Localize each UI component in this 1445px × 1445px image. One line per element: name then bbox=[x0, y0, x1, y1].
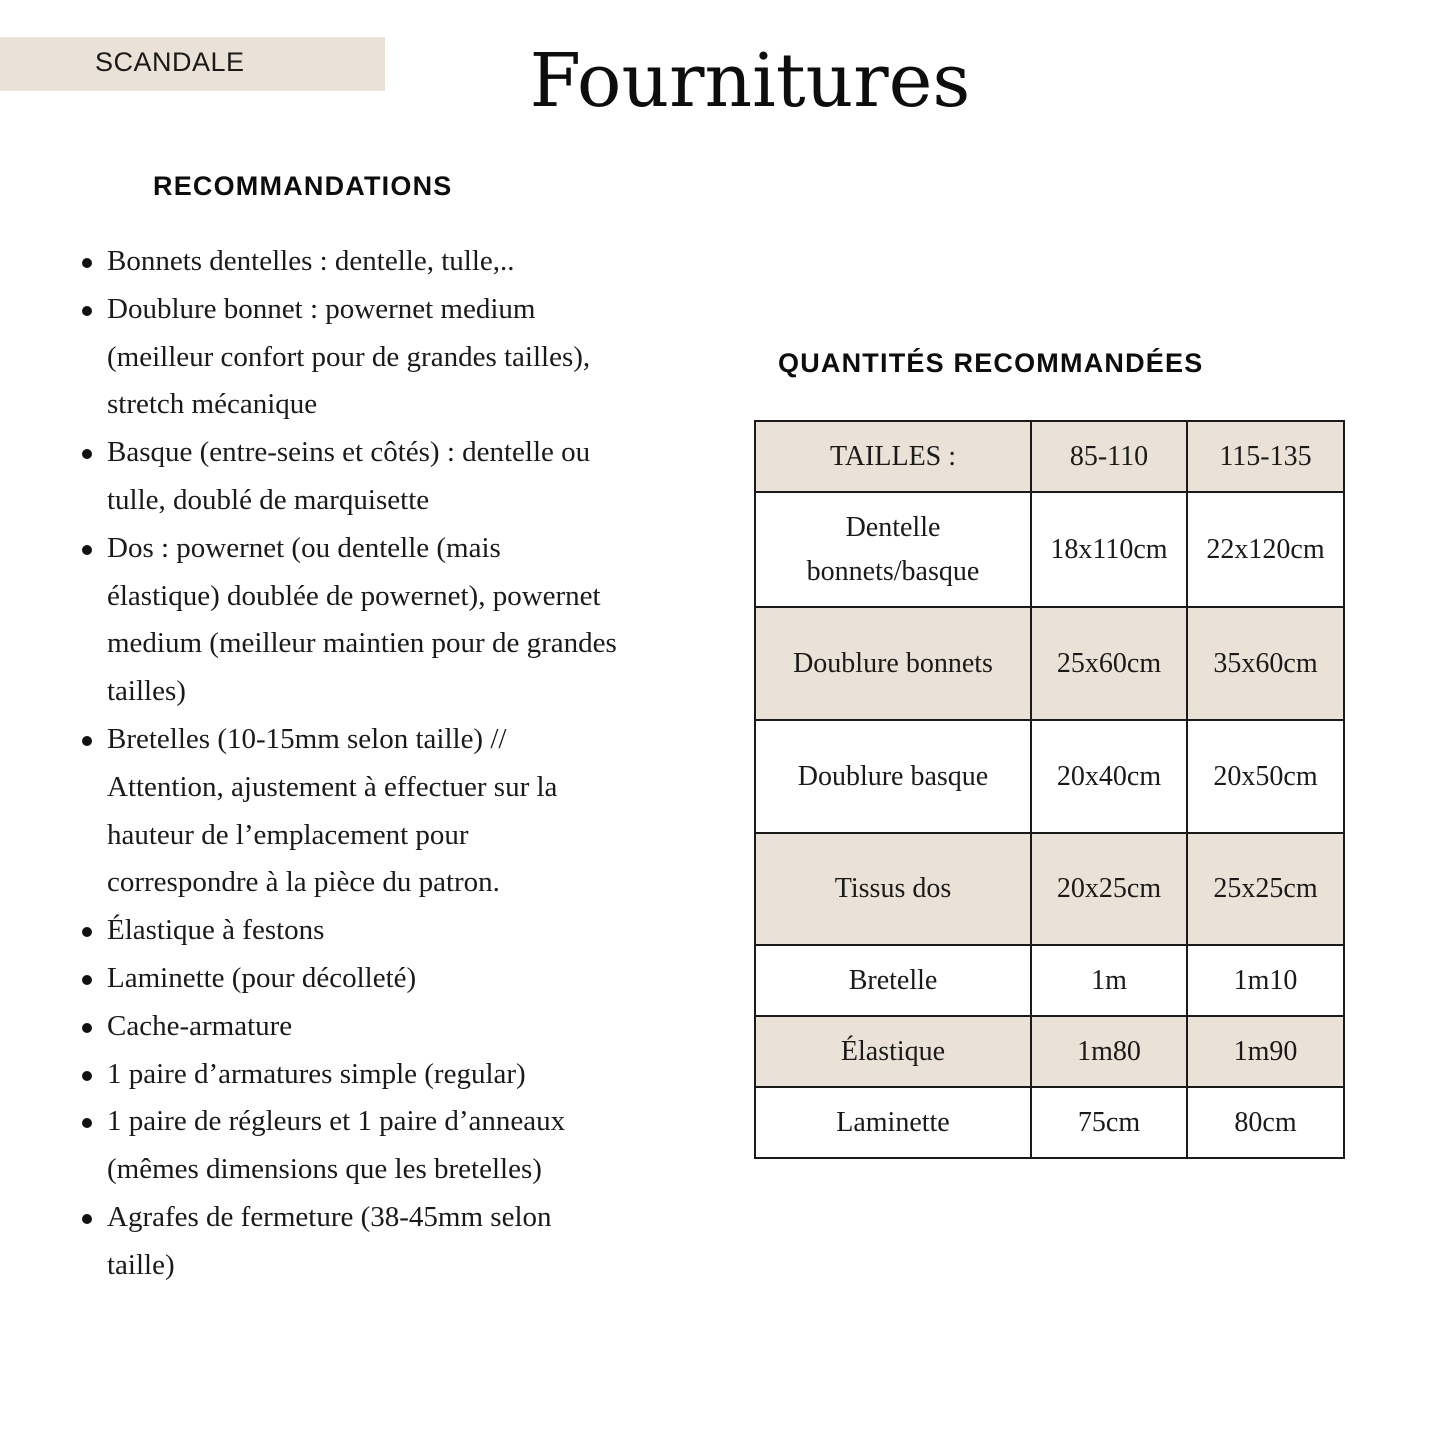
bullet-icon bbox=[82, 258, 92, 268]
list-item-text: Basque (entre-seins et côtés) : dentelle ou tulle, doublé de marquisette bbox=[107, 436, 591, 516]
list-item-text: Bonnets dentelles : dentelle, tulle,.. bbox=[107, 245, 515, 277]
bullet-icon bbox=[82, 1214, 92, 1224]
table-cell: 115-135 bbox=[1187, 421, 1344, 492]
bullet-icon bbox=[82, 1118, 92, 1128]
list-item bbox=[80, 238, 620, 286]
table-row bbox=[755, 1016, 1344, 1087]
bullet-icon bbox=[82, 1023, 92, 1033]
quantities-table bbox=[754, 420, 1345, 1159]
list-item bbox=[80, 1098, 620, 1194]
table-cell: 20x40cm bbox=[1031, 720, 1187, 833]
bullet-icon bbox=[82, 1071, 92, 1081]
list-item-text: 1 paire d’armatures simple (regular) bbox=[107, 1057, 526, 1090]
table-row bbox=[755, 833, 1344, 945]
bullet-icon bbox=[82, 975, 92, 985]
table-cell: Laminette bbox=[755, 1087, 1031, 1158]
bullet-icon bbox=[82, 306, 92, 316]
list-item bbox=[80, 1003, 620, 1051]
table-cell: 75cm bbox=[1031, 1087, 1187, 1158]
list-item-text: Bretelles (10-15mm selon taille) // Attention, ajustement à effectuer sur la hauteur de l’emplacement pour correspondre à la pièce du patron. bbox=[107, 722, 558, 899]
bullet-icon bbox=[82, 449, 92, 459]
list-item-text: Laminette (pour décolleté) bbox=[107, 961, 417, 994]
table-row bbox=[755, 1087, 1344, 1158]
table-cell: 25x25cm bbox=[1187, 833, 1344, 945]
table-cell: Dentelle bonnets/basque bbox=[755, 492, 1031, 607]
page-title: Fournitures bbox=[529, 38, 971, 124]
brand-label: SCANDALE bbox=[95, 47, 245, 77]
recommendations-list bbox=[80, 238, 620, 1290]
table-row bbox=[755, 945, 1344, 1016]
table-cell: Élastique bbox=[755, 1016, 1031, 1087]
table-cell: 1m10 bbox=[1187, 945, 1344, 1016]
quantities-heading: QUANTITÉS RECOMMANDÉES bbox=[778, 348, 1204, 378]
list-item-text: Agrafes de fermeture (38-45mm selon taille) bbox=[107, 1200, 552, 1281]
list-item bbox=[80, 716, 620, 907]
table-cell: 1m bbox=[1031, 945, 1187, 1016]
table-cell: 1m90 bbox=[1187, 1016, 1344, 1087]
list-item-text: 1 paire de régleurs et 1 paire d’anneaux (mêmes dimensions que les bretelles) bbox=[107, 1105, 566, 1186]
table-row bbox=[755, 720, 1344, 833]
table-cell: Doublure bonnets bbox=[755, 607, 1031, 720]
bullet-icon bbox=[82, 545, 92, 555]
table-cell: Bretelle bbox=[755, 945, 1031, 1016]
table-cell: 35x60cm bbox=[1187, 607, 1344, 720]
table-cell: 85-110 bbox=[1031, 421, 1187, 492]
table-cell: Tissus dos bbox=[755, 833, 1031, 945]
list-item bbox=[80, 1194, 620, 1290]
table-cell: 18x110cm bbox=[1031, 492, 1187, 607]
list-item bbox=[80, 955, 620, 1003]
list-item-text: Dos : powernet (ou dentelle (mais élastique) doublée de powernet), powernet medium (meilleur maintien pour de grandes tailles) bbox=[107, 531, 617, 708]
table-cell: TAILLES : bbox=[755, 421, 1031, 492]
table-row bbox=[755, 492, 1344, 607]
table-cell: 1m80 bbox=[1031, 1016, 1187, 1087]
table-cell: 22x120cm bbox=[1187, 492, 1344, 607]
table-cell: 20x25cm bbox=[1031, 833, 1187, 945]
table-cell: Doublure basque bbox=[755, 720, 1031, 833]
list-item bbox=[80, 286, 620, 429]
table-header-row bbox=[755, 421, 1344, 492]
list-item-text: Cache-armature bbox=[107, 1009, 293, 1042]
table-cell: 80cm bbox=[1187, 1087, 1344, 1158]
list-item bbox=[80, 525, 620, 716]
bullet-icon bbox=[82, 927, 92, 937]
table-cell: 25x60cm bbox=[1031, 607, 1187, 720]
list-item-text: Élastique à festons bbox=[107, 914, 325, 947]
table-cell: 20x50cm bbox=[1187, 720, 1344, 833]
bullet-icon bbox=[82, 736, 92, 746]
list-item bbox=[80, 907, 620, 955]
list-item bbox=[80, 429, 620, 525]
table-row bbox=[755, 607, 1344, 720]
list-item bbox=[80, 1051, 620, 1099]
recommendations-heading: RECOMMANDATIONS bbox=[153, 171, 453, 201]
list-item-text: Doublure bonnet : powernet medium (meilleur confort pour de grandes tailles), stretch mécanique bbox=[107, 292, 591, 421]
